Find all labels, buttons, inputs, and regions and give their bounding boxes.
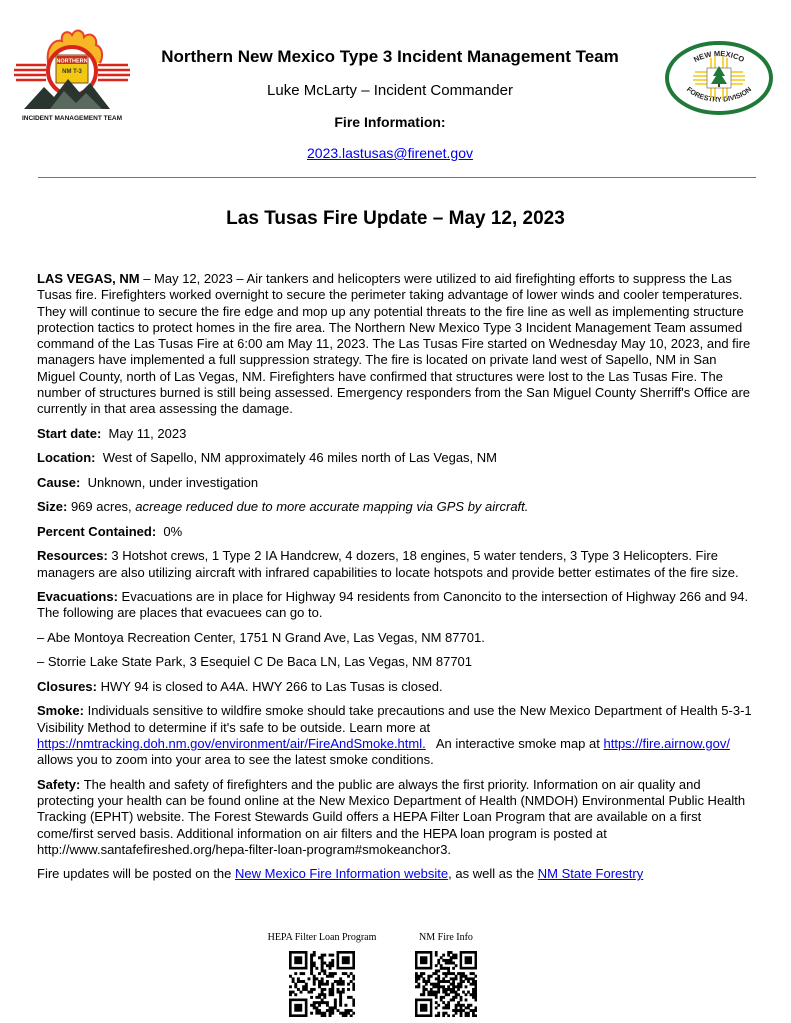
logo-caption: INCIDENT MANAGEMENT TEAM <box>21 115 123 122</box>
size-value: 969 acres, <box>67 499 136 515</box>
qr-hepa-label: HEPA Filter Loan Program <box>267 932 377 943</box>
closures <box>37 679 757 695</box>
forestry-bottom-text: FORESTRY DIVISION <box>685 86 754 104</box>
incident-commander: Luke McLarty – Incident Commander <box>267 82 513 99</box>
fire-updates-note <box>37 866 757 882</box>
shelter-item: – Storrie Lake State Park, 3 Esequiel C De Baca LN, Las Vegas, NM 87701 <box>37 654 473 670</box>
location-label: Location: <box>37 450 96 466</box>
safety-label: Safety: <box>37 776 81 792</box>
start-date-label: Start date: <box>37 425 102 441</box>
footer-text-1: Fire updates will be posted on the <box>37 866 236 882</box>
nm-forestry-division-logo-icon <box>664 40 774 116</box>
location-value: West of Sapello, NM approximately 46 miles north of Las Vegas, NM <box>95 450 497 466</box>
forestry-top-text: NEW MEXICO <box>692 49 746 65</box>
imt-logo <box>10 25 135 125</box>
percent-contained-label: Percent Contained: <box>37 523 157 539</box>
size-label: Size: <box>37 499 68 515</box>
safety-text: The health and safety of firefighters and the public are always the first priority. Information on air quality and protecting your health can be found online at the New Mexico Department of Health (NMDOH) Environmental Public Health Tracking (EPHT) website. The Forest Stewards Guild offers a HEPA Filter Loan Program that are available on a first come/first served basis. Additional information on air filters and the HEPA loan program is posted at http://www.santafefireshed.org/hepa-filter-loan-program#smokeanchor3. <box>37 776 746 857</box>
footer-text-2: , as well as the <box>448 866 538 882</box>
resources-value: 3 Hotshot crews, 1 Type 2 IA Handcrew, 4 dozers, 18 engines, 5 water tenders, 3 Type 3 Helicopters. Fire managers are also utilizing aircraft with infrared capabilities to locate hotspots and provide better estimates of the fire size. <box>37 548 739 580</box>
email-link[interactable]: 2023.lastusas@firenet.gov <box>307 145 473 161</box>
safety <box>37 777 757 858</box>
fire-information-email <box>140 145 640 161</box>
start-date-value: May 11, 2023 <box>101 425 187 441</box>
shelter-item: – Abe Montoya Recreation Center, 1751 N Grand Ave, Las Vegas, NM 87701. <box>37 629 485 645</box>
forestry-logo <box>664 40 774 116</box>
logo-badge-line1: NORTHERN <box>56 58 88 65</box>
percent-contained <box>37 524 757 540</box>
smoke-text-1: Individuals sensitive to wildfire smoke should take precautions and use the New Mexico Department of Health 5-3-1 Visibility Method to determine if it's safe to be outside. Learn more at <box>37 703 756 735</box>
qr-hepa <box>262 932 382 1017</box>
smoke-label: Smoke: <box>37 703 84 719</box>
nm-type3-imt-logo-icon <box>10 25 135 125</box>
fire-information-label: Fire Information: <box>334 114 446 130</box>
resources <box>37 548 757 581</box>
qr-code-icon[interactable] <box>415 951 477 1017</box>
cause-label: Cause: <box>37 474 81 490</box>
intro-paragraph <box>37 271 757 418</box>
start-date <box>37 426 757 442</box>
cause <box>37 475 757 491</box>
closures-value: HWY 94 is closed to A4A. HWY 266 to Las Tusas is closed. <box>96 678 443 694</box>
qr-nm-fire-info-label: NM Fire Info <box>419 932 473 943</box>
resources-label: Resources: <box>37 548 108 564</box>
smoke-text-3: allows you to zoom into your area to see the latest smoke conditions. <box>37 735 734 768</box>
nmtracking-link[interactable]: https://nmtracking.doh.nm.gov/environment/air/FireAndSmoke.html. <box>37 735 426 751</box>
nm-state-forestry-link[interactable]: NM State Forestry <box>537 866 644 882</box>
smoke-text-2: An interactive smoke map at <box>425 735 604 751</box>
airnow-link[interactable]: https://fire.airnow.gov/ <box>603 735 730 751</box>
evacuations-label: Evacuations: <box>37 589 118 605</box>
evacuations <box>37 589 757 622</box>
qr-code-icon[interactable] <box>289 951 355 1017</box>
qr-nm-fire-info <box>396 932 496 1017</box>
header-divider <box>38 177 756 178</box>
closures-label: Closures: <box>37 678 97 694</box>
page-title: Las Tusas Fire Update – May 12, 2023 <box>226 208 565 229</box>
cause-value: Unknown, under investigation <box>80 474 259 490</box>
intro-text: – May 12, 2023 – Air tankers and helicopters were utilized to aid firefighting efforts to suppress the Las Tusas fire. Firefighters worked overnight to secure the perimeter taking advantage of lower winds and cooler temperatures. They will continue to secure the fire edge and mop up any potential threats to the fire line as well as implementing structure protection tactics to protect homes in the fire area. The Northern New Mexico Type 3 Incident Management Team assumed command of the Las Tusas Fire at 6:00 am May 11, 2023. The Las Tusas Fire started on Wednesday May 10, 2023, and fire managers have implemented a full suppression strategy. The fire is located on private land west of Sapello, NM in San Miguel County, north of Las Vegas, NM. Firefighters have confirmed that structures were lost to the Las Tusas Fire. The number of structures burned is still being assessed. Emergency responders from the San Miguel County Sherriff's Office are currently in that area assessing the damage. <box>37 271 751 417</box>
update-body <box>37 271 757 891</box>
logo-badge-line2: NM T-3 <box>62 69 82 75</box>
smoke <box>37 703 757 768</box>
size-note: acreage reduced due to more accurate mapping via GPS by aircraft. <box>135 499 529 515</box>
size <box>37 499 757 515</box>
dateline: LAS VEGAS, NM <box>37 271 140 286</box>
location <box>37 450 757 466</box>
nm-fire-info-link[interactable]: New Mexico Fire Information website <box>235 866 449 882</box>
percent-contained-value: 0% <box>156 523 183 539</box>
evacuations-value: Evacuations are in place for Highway 94 residents from Canoncito to the intersection of Highway 266 and 94. The following are places that evacuees can go to. <box>37 589 749 621</box>
team-name: Northern New Mexico Type 3 Incident Management Team <box>161 47 619 66</box>
